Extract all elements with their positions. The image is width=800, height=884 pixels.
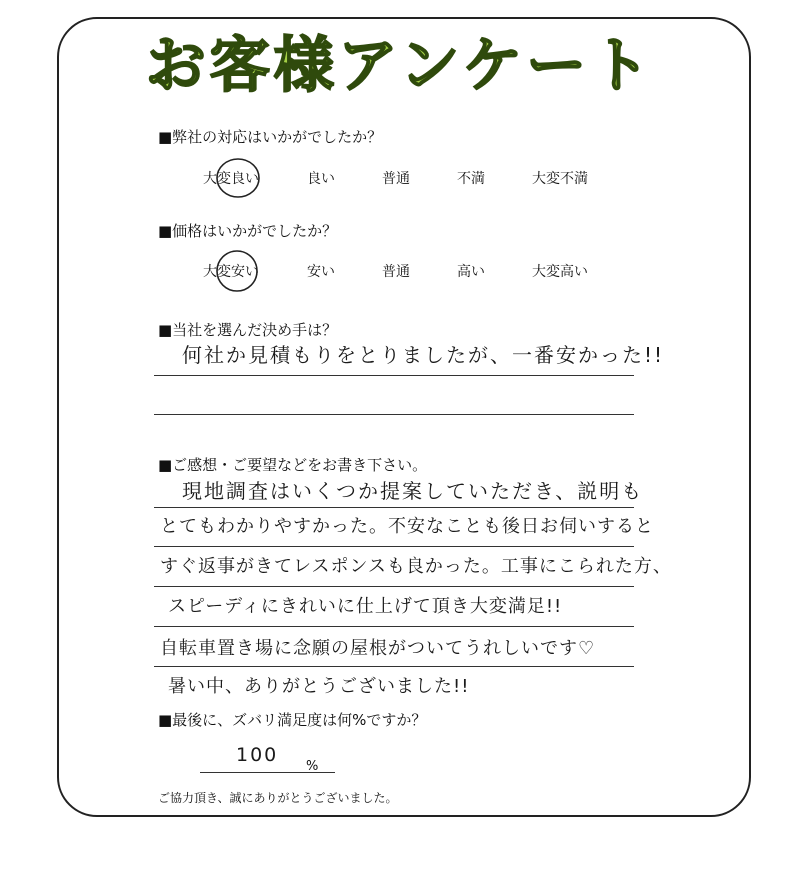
q2-option-cheap[interactable]: 安い	[307, 264, 335, 280]
comment-line-5: 自転車置き場に念願の屋根がついてうれしいです♡	[160, 638, 596, 659]
percent-unit: %	[306, 759, 319, 774]
question-reason-label: ■当社を選んだ決め手は？	[158, 321, 338, 339]
q1-option-very-dissatisfied[interactable]: 大変不満	[532, 171, 588, 187]
q2-option-normal[interactable]: 普通	[382, 264, 410, 280]
comment-line-2: とてもわかりやすかった。不安なことも後日お伺いすると	[160, 516, 654, 537]
q2-option-expensive[interactable]: 高い	[457, 264, 485, 280]
q1-option-good[interactable]: 良い	[307, 171, 335, 187]
question-service-label: ■弊社の対応はいかがでしたか？	[158, 128, 383, 146]
survey-title: お客様アンケート	[145, 31, 655, 101]
comment-line-4: スピーディにきれいに仕上げて頂き大変満足!!	[168, 596, 563, 617]
comment-line-1: 現地調査はいくつか提案していただき、説明も	[182, 479, 644, 503]
comment-line-3: すぐ返事がきてレスポンスも良かった。工事にこられた方、	[160, 556, 672, 577]
q1-option-dissatisfied[interactable]: 不満	[457, 171, 485, 187]
satisfaction-value: 100	[236, 744, 279, 766]
question-satisfaction-label: ■最後に、ズバリ満足度は何%ですか？	[158, 711, 427, 729]
thank-you-footer: ご協力頂き、誠にありがとうございました。	[158, 791, 398, 805]
q1-option-very-good[interactable]: 大変良い	[203, 171, 259, 187]
question-price-label: ■価格はいかがでしたか？	[158, 222, 338, 240]
q1-option-normal[interactable]: 普通	[382, 171, 410, 187]
selected-circle-q1	[217, 159, 259, 197]
reason-answer-line-1: 何社か見積もりをとりましたが、一番安かった!!	[182, 343, 665, 367]
question-comments-label: ■ご感想・ご要望などをお書き下さい。	[158, 456, 428, 474]
q2-option-very-cheap[interactable]: 大変安い	[203, 264, 259, 280]
q2-option-very-expensive[interactable]: 大変高い	[532, 264, 588, 280]
selected-circle-q2	[217, 251, 257, 291]
comment-line-6: 暑い中、ありがとうございました!!	[168, 676, 470, 697]
